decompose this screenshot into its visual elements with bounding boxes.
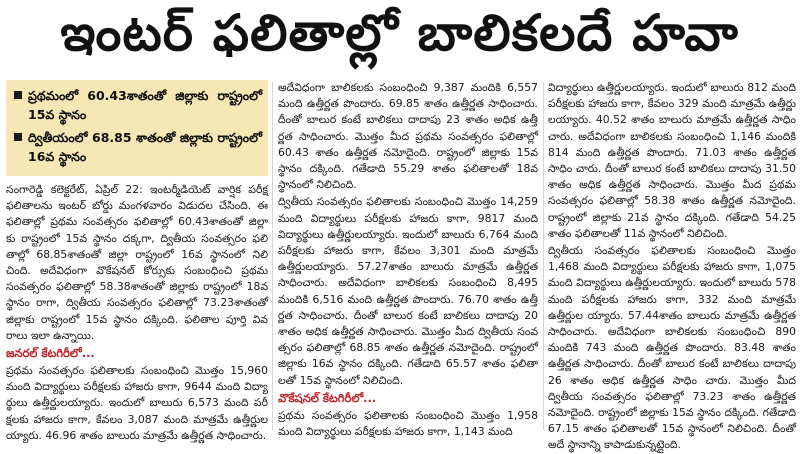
square-bullet-icon <box>14 133 22 141</box>
article-headline <box>0 0 800 78</box>
square-bullet-icon <box>14 91 22 99</box>
headline-text: ఇంటర్ ఫలితాల్లో బాలికలదే హవా <box>60 3 740 62</box>
paragraph: ప్రథమ సంవత్సరం ఫలితాలకు సంబంధించి మొత్తం 15,960 మంది విద్యార్థులు పరీక్షలకు హాజరు కాగా, 9644 మంది విద్యా ర్థులు ఉత్తీర్ణులయ్యారు. ఇందులో బాలురు 6,573 మంది పరీ క్షలకు హాజరు కాగా, కేవలం 3,087 మంది మాత్రమే ఉత్తీర్ణుల య్యారు. 46.96 శాతం బాలురు మాత్రమే ఉత్తీర్ణత సాధించారు. <box>6 364 268 442</box>
column-divider <box>272 82 273 430</box>
paragraph: విద్యార్థులు ఉత్తీర్ణులయ్యారు. ఇందులో బాలురు 812 మంది పరీక్షలకు హాజరు కాగా, కేవలం 329 మంది మాత్రమే ఉత్తీర్ణు లయ్యారు. 40.52 శాతం బాలురు మాత్రమే ఉత్తీర్ణత సాధిం చారు. అదేవిధంగా బాలికలకు సంబంధించి 1,146 మందికి 814 మంది ఉత్తీర్ణత పొందారు. 71.03 శాతం ఉత్తీర్ణత సాధిం చారు. దీంతో బాలుర కంటే బాలికలు దాదాపు 31.50 శాతం అధిక ఉత్తీర్ణత సాధించారు. మొత్తం మీద ప్రథమ సంవత్సరం ఫలితాల్లో 58.38 శాతం ఉత్తీర్ణత నమోదైంది. రాష్ట్రంలో జిల్లాకు 21వ స్థానం దక్కింది. గతేడాది 54.25 శాతం ఫలితాలతో 11వ స్థానంలో నిలిచింది. <box>548 81 796 240</box>
column-divider <box>543 82 544 430</box>
highlight-item <box>14 128 262 166</box>
paragraph: ద్వితీయ సంవత్సరం ఫలితాలకు సంబంధించి మొత్తం 1,468 మంది విద్యార్థులు పరీక్షలకు హాజరు కాగా, 1,075 మంది విద్యార్థులు ఉత్తీర్ణులయ్యారు. ఇందులో బాలురు 578 మంది పరీక్షలకు హాజరు కాగా, 332 మంది మాత్రమే ఉత్తీర్ణుల య్యారు. 57.44శాతం బాలురు మాత్రమే ఉత్తీర్ణత సాధించారు. అదేవిధంగా బాలికలకు సంబంధించి 890 మందికి 743 మంది ఉత్తీర్ణత పొందారు. 83.48 శాతం ఉత్తీర్ణత సాధించారు. దీంతో బాలుర కంటే బాలికలు దాదాపు 26 శాతం అధిక ఉత్తీర్ణత సాధిం చారు. మొత్తం మీద ద్వితీయ సంవత్సరం ఫలితాల్లో 73.23 శాతం ఉత్తీర్ణత నమోదైంది. రాష్ట్రంలో జిల్లాకు 15వ స్థానం దక్కింది. గతేడాది 67.15 శాతం ఫలితాలతో 15వ స్థానంలో నిలిచింది. దీంతో అదే స్థానాన్ని కాపాడుకున్నట్లైంది. <box>548 244 796 452</box>
article-column-3 <box>548 80 796 452</box>
section-subhead: జనరల్ కేటగిరీలో... <box>6 346 95 361</box>
paragraph: ద్వితీయ సంవత్సరం ఫలితాలకు సంబంధించి మొత్తం 14,259 మంది విద్యార్థులు పరీక్షలకు హాజరు కాగా, 9817 మంది విద్యార్థులు ఉత్తీర్ణులయ్యారు. ఇందులో బాలురు 6,764 మంది పరీక్షలకు హాజరు కాగా, కేవలం 3,301 మంది మాత్రమే ఉత్తీర్ణులయ్యారు. 57.27శాతం బాలురు మాత్రమే ఉత్తీర్ణత సాధించారు. అదేవిధంగా బాలికలకు సంబంధించి 8,495 మందికి 6,516 మంది ఉత్తీర్ణత పొందారు. 76.70 శాతం ఉత్తీ ర్ణత సాధించారు. దీంతో బాలుర కంటే బాలికలు దాదాపు 20 శాతం అధిక ఉత్తీర్ణత సాధించారు. మొత్తం మీద ద్వితీయ సంవ త్సరం ఫలితాల్లో 68.85 శాతం ఉత్తీర్ణత నమోదైంది. రాష్ట్రంలో జిల్లాకు 16వ స్థానం దక్కింది. గతేడాది 65.57 శాతం ఫలితా లతో 15వ స్థానంలో నిలిచింది. <box>278 195 538 387</box>
highlight-text: ద్వితీయంలో 68.85 శాతంతో జిల్లాకు రాష్ట్రంలో 16వ స్థానం <box>28 130 262 164</box>
highlight-text: ప్రథమంలో 60.43శాతంతో జిల్లాకు రాష్ట్రంలో 15వ స్థానం <box>28 88 262 122</box>
article-column-2 <box>278 80 538 439</box>
paragraph: ప్రథమ సంవత్సరం ఫలితాలకు సంబంధించి మొత్తం 1,958 మంది విద్యార్థులు పరీక్షలకు హాజరు కాగా, 1,143 మంది <box>278 408 538 439</box>
highlight-item <box>14 86 262 124</box>
highlight-box <box>6 80 268 176</box>
paragraph: సంగారెడ్డి కలెక్టరేట్, ఏప్రిల్ 22: ఇంటర్మీడియెట్ వార్షిక పరీక్ష ఫలితాలను ఇంటర్ బోర్డు మంగళవారం విడుదల చేసింది. ఈ ఫలితాల్లో ప్రథమ సంవత్సరం ఫలితాల్లో 60.43శాతంతో జిల్లా కు రాష్ట్రంలో 15వ స్థానం దక్కగా, ద్వితీయ సంవత్సరం ఫలి తాల్లో 68.85శాతంతో జిల్లా రాష్ట్రంలో 16వ స్థానంలో నిలి చింది. అదేవిధంగా వొకేషనల్ కోర్సుకు సంబంధించి ప్రథమ సంవత్సరం ఫలితాల్లో 58.38శాతంతో జిల్లాకు రాష్ట్రంలో 18వ స్థానం రాగా, ద్వితీయ సంవత్సరం ఫలితాల్లో 73.23శాతంతో జిల్లాకు రాష్ట్రంలో 15వ స్థానం దక్కింది. ఫలితాల పూర్తి వివ రాలు ఇలా ఉన్నాయి. <box>6 183 268 342</box>
paragraph: అదేవిధంగా బాలికలకు సంబంధించి 9,387 మందికి 6,557 మంది ఉత్తీర్ణత పొందారు. 69.85 శాతం ఉత్తీర్ణత సాధించారు. దీంతో బాలుర కంటే బాలికలు దాదాపు 23 శాతం అధిక ఉత్తీ ర్ణత సాధించారు. మొత్తం మీద ప్రథమ సంవత్సరం ఫలితాల్లో 60.43 శాతం ఉత్తీర్ణత నమోదైంది. రాష్ట్రంలో జిల్లాకు 15వ స్థానం దక్కింది. గతేడాది 55.29 శాతం ఫలితాలతో 18వ స్థానంలో నిలిచింది. <box>278 81 538 192</box>
section-subhead: వొకేషనల్ కేటగిరీలో... <box>278 390 377 405</box>
article-column-1 <box>6 80 268 442</box>
